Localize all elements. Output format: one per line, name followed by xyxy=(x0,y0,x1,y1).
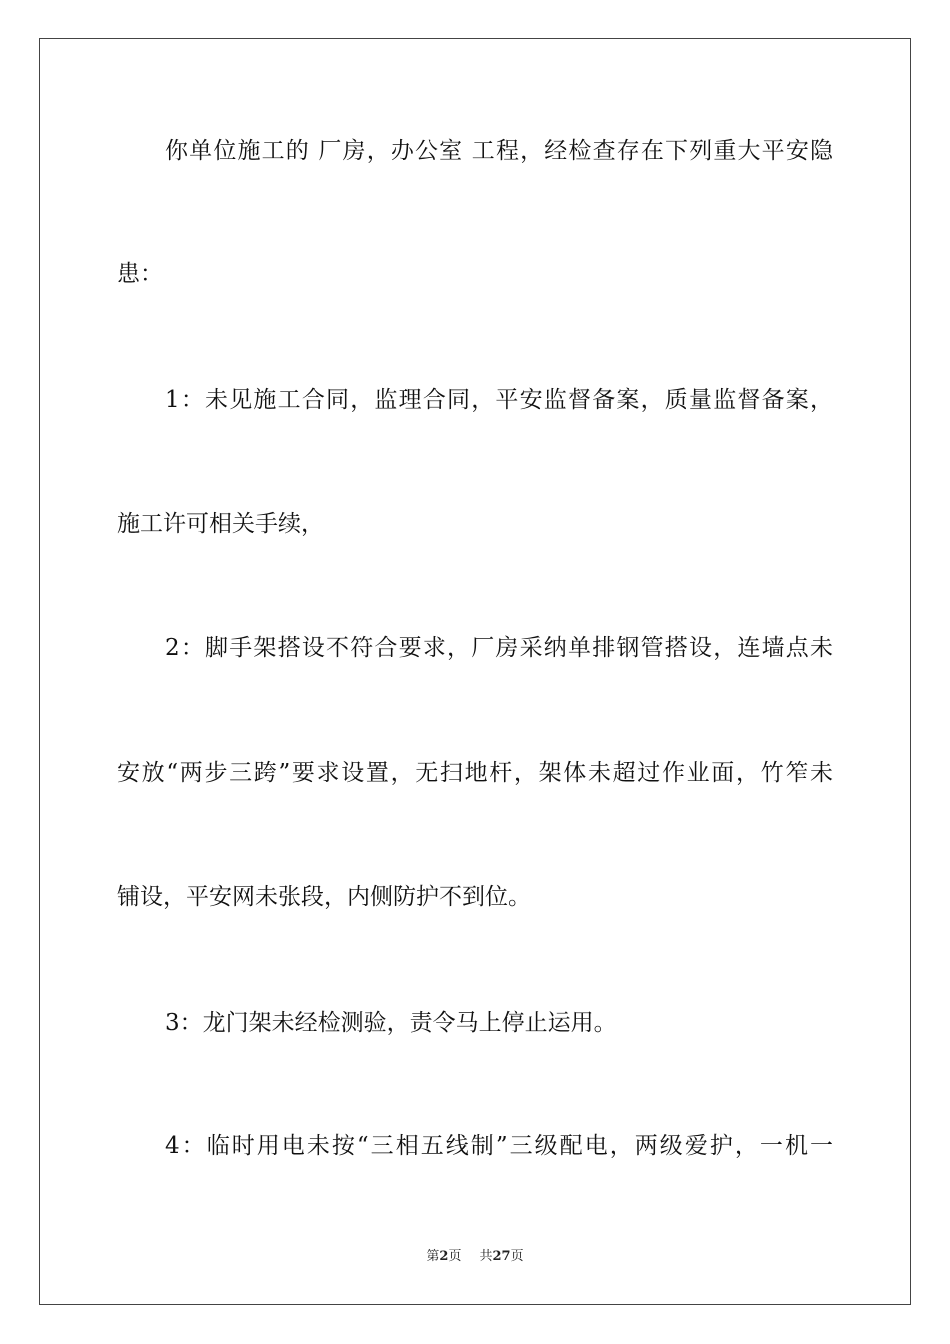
item-3-line-1: 3：龙门架未经检测验，责令马上停止运用。 xyxy=(165,1010,617,1036)
footer-total-prefix: 共 xyxy=(479,1249,493,1264)
footer-page-prefix: 第 xyxy=(426,1249,440,1264)
footer-page-number: 2 xyxy=(439,1249,449,1264)
page-footer xyxy=(0,1248,950,1266)
item-1-line-1: 1：未见施工合同，监理合同，平安监督备案，质量监督备案， xyxy=(165,387,833,413)
item-1-line-2: 施工许可相关手续， xyxy=(117,511,324,537)
item-2-line-2: 安放“两步三跨”要求设置，无扫地杆，架体未超过作业面，竹笮未 xyxy=(117,760,833,786)
page-border xyxy=(39,38,911,1305)
footer-page-suffix: 页 xyxy=(448,1249,462,1264)
footer-total-suffix: 页 xyxy=(510,1249,524,1264)
item-4-line-1: 4：临时用电未按“三相五线制”三级配电，两级爱护，一机一 xyxy=(165,1133,833,1159)
item-2-line-1: 2：脚手架搭设不符合要求，厂房采纳单排钢管搭设，连墙点未 xyxy=(165,635,833,661)
paragraph-1-line-2: 患： xyxy=(117,261,163,287)
paragraph-1-line-1: 你单位施工的 厂房，办公室 工程，经检查存在下列重大平安隐 xyxy=(165,138,833,164)
footer-total-pages: 27 xyxy=(492,1249,511,1264)
item-2-line-3: 铺设，平安网未张段，内侧防护不到位。 xyxy=(117,884,531,910)
